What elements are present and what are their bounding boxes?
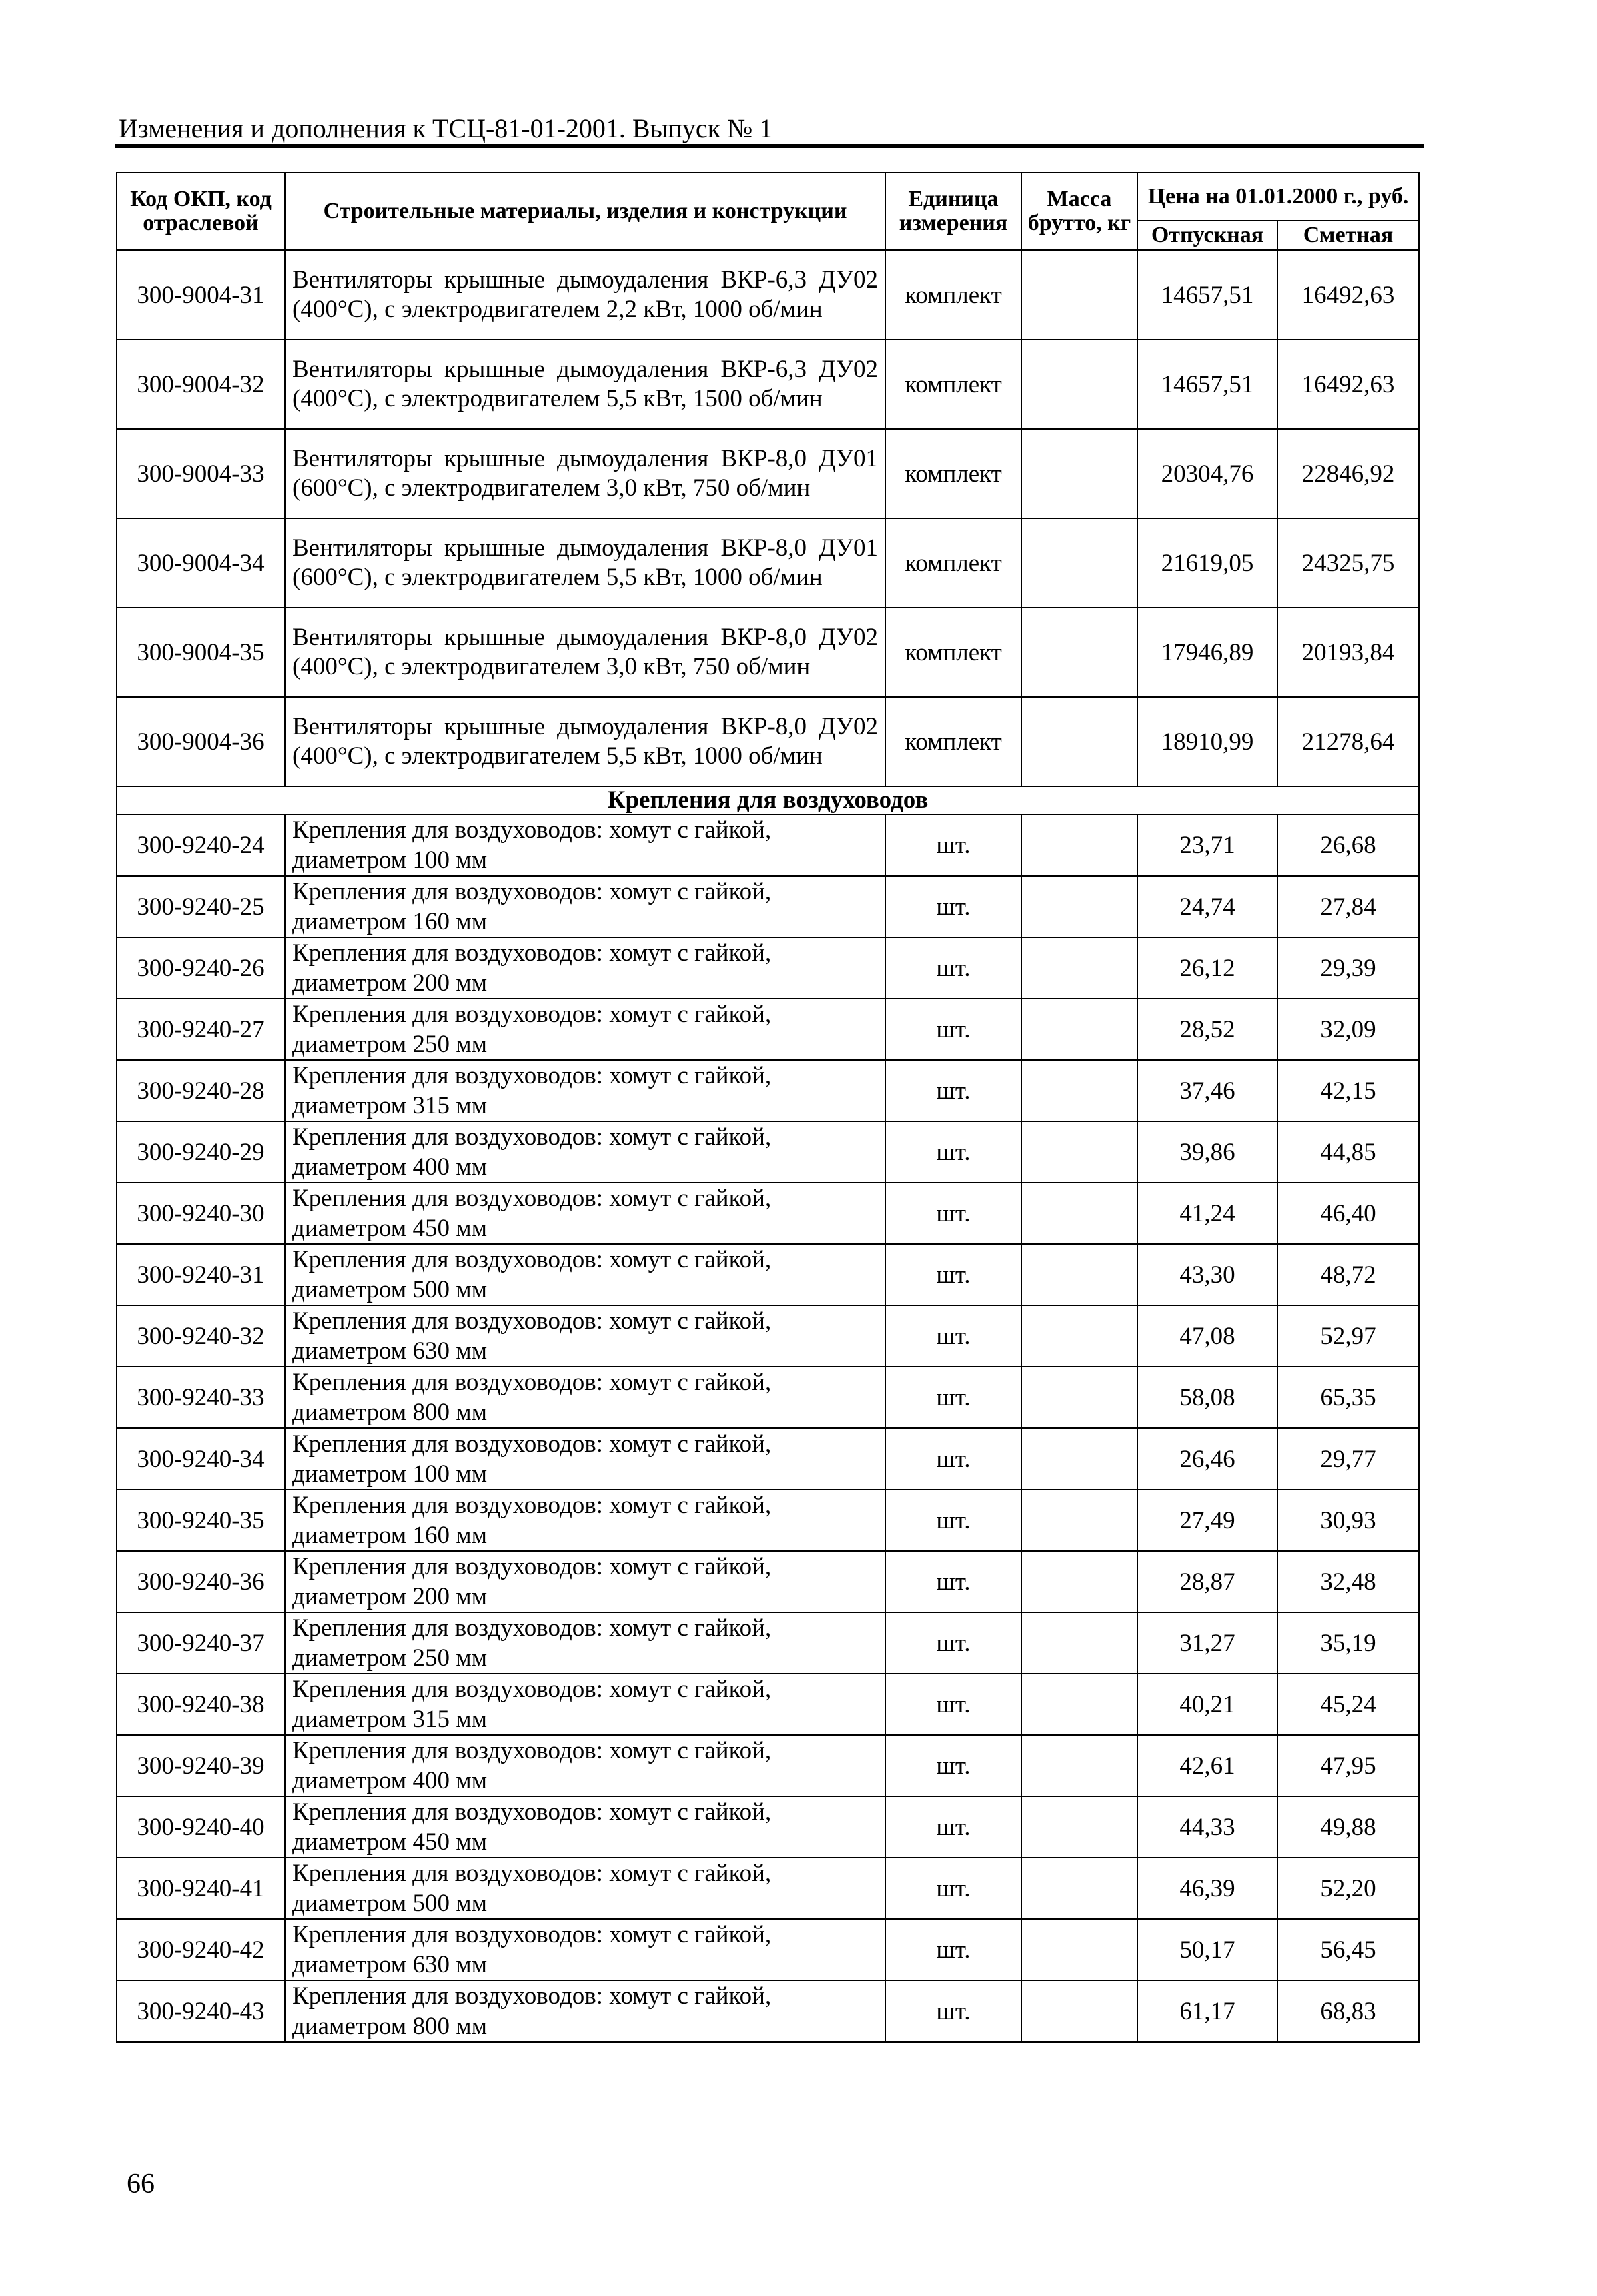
unit-cell: комплект: [885, 518, 1021, 608]
name-cell: Крепления для воздуховодов: хомут с гайкой, диаметром 160 мм: [285, 876, 885, 937]
release-price-cell: 17946,89: [1137, 608, 1277, 697]
estimate-price-cell: 42,15: [1277, 1060, 1419, 1121]
unit-cell: шт.: [885, 1674, 1021, 1735]
unit-cell: шт.: [885, 1980, 1021, 2042]
mass-cell: [1021, 1490, 1137, 1551]
code-cell: 300-9240-39: [117, 1735, 285, 1796]
header-price: Цена на 01.01.2000 г., руб.: [1137, 173, 1419, 221]
name-cell: Крепления для воздуховодов: хомут с гайкой, диаметром 400 мм: [285, 1735, 885, 1796]
table-row: [117, 1121, 1419, 1183]
mass-cell: [1021, 1674, 1137, 1735]
estimate-price-cell: 49,88: [1277, 1796, 1419, 1858]
code-cell: 300-9004-31: [117, 250, 285, 340]
release-price-cell: 43,30: [1137, 1244, 1277, 1305]
table-row: [117, 1244, 1419, 1305]
table-row: [117, 518, 1419, 608]
code-cell: 300-9004-33: [117, 429, 285, 518]
release-price-cell: 41,24: [1137, 1183, 1277, 1244]
table-row: [117, 1858, 1419, 1919]
unit-cell: комплект: [885, 608, 1021, 697]
release-price-cell: 44,33: [1137, 1796, 1277, 1858]
mass-cell: [1021, 1244, 1137, 1305]
release-price-cell: 46,39: [1137, 1858, 1277, 1919]
estimate-price-cell: 47,95: [1277, 1735, 1419, 1796]
mass-cell: [1021, 999, 1137, 1060]
table-row: [117, 1367, 1419, 1428]
table-row: [117, 250, 1419, 340]
code-cell: 300-9004-32: [117, 340, 285, 429]
table-section: [117, 786, 1419, 814]
unit-cell: комплект: [885, 250, 1021, 340]
name-cell: Крепления для воздуховодов: хомут с гайкой, диаметром 800 мм: [285, 1980, 885, 2042]
table-row: [117, 1919, 1419, 1980]
table-row: [117, 1551, 1419, 1612]
unit-cell: шт.: [885, 1490, 1021, 1551]
unit-cell: шт.: [885, 1796, 1021, 1858]
table-row: [117, 876, 1419, 937]
table-row: [117, 1305, 1419, 1367]
mass-cell: [1021, 1428, 1137, 1490]
unit-cell: шт.: [885, 1735, 1021, 1796]
estimate-price-cell: 68,83: [1277, 1980, 1419, 2042]
table-row: [117, 1183, 1419, 1244]
unit-cell: шт.: [885, 1121, 1021, 1183]
name-cell: Крепления для воздуховодов: хомут с гайкой, диаметром 250 мм: [285, 1612, 885, 1674]
release-price-cell: 58,08: [1137, 1367, 1277, 1428]
table-row: [117, 1796, 1419, 1858]
header-rule: [115, 144, 1424, 148]
name-cell: Вентиляторы крышные дымоудаления ВКР-6,3 ДУ02 (400°С), с электродвигателем 2,2 кВт, 1000 об/мин: [285, 250, 885, 340]
mass-cell: [1021, 1121, 1137, 1183]
code-cell: 300-9240-42: [117, 1919, 285, 1980]
mass-cell: [1021, 876, 1137, 937]
mass-cell: [1021, 340, 1137, 429]
estimate-price-cell: 27,84: [1277, 876, 1419, 937]
header-estimate-price: Сметная: [1277, 221, 1419, 250]
code-cell: 300-9240-25: [117, 876, 285, 937]
code-cell: 300-9240-27: [117, 999, 285, 1060]
code-cell: 300-9240-40: [117, 1796, 285, 1858]
unit-cell: шт.: [885, 1244, 1021, 1305]
estimate-price-cell: 24325,75: [1277, 518, 1419, 608]
code-cell: 300-9240-36: [117, 1551, 285, 1612]
estimate-price-cell: 29,77: [1277, 1428, 1419, 1490]
estimate-price-cell: 52,20: [1277, 1858, 1419, 1919]
release-price-cell: 20304,76: [1137, 429, 1277, 518]
unit-cell: шт.: [885, 1428, 1021, 1490]
mass-cell: [1021, 1858, 1137, 1919]
estimate-price-cell: 22846,92: [1277, 429, 1419, 518]
release-price-cell: 28,87: [1137, 1551, 1277, 1612]
mass-cell: [1021, 1305, 1137, 1367]
section-title: Крепления для воздуховодов: [117, 786, 1419, 814]
name-cell: Крепления для воздуховодов: хомут с гайкой, диаметром 500 мм: [285, 1244, 885, 1305]
release-price-cell: 28,52: [1137, 999, 1277, 1060]
code-cell: 300-9240-43: [117, 1980, 285, 2042]
price-table: [116, 172, 1420, 2043]
estimate-price-cell: 20193,84: [1277, 608, 1419, 697]
mass-cell: [1021, 1612, 1137, 1674]
table-row: [117, 814, 1419, 876]
release-price-cell: 18910,99: [1137, 697, 1277, 786]
code-cell: 300-9240-37: [117, 1612, 285, 1674]
table-row: [117, 340, 1419, 429]
mass-cell: [1021, 937, 1137, 999]
code-cell: 300-9240-29: [117, 1121, 285, 1183]
release-price-cell: 24,74: [1137, 876, 1277, 937]
name-cell: Крепления для воздуховодов: хомут с гайкой, диаметром 200 мм: [285, 1551, 885, 1612]
estimate-price-cell: 30,93: [1277, 1490, 1419, 1551]
table-row: [117, 999, 1419, 1060]
unit-cell: шт.: [885, 1183, 1021, 1244]
estimate-price-cell: 44,85: [1277, 1121, 1419, 1183]
header-mass: Масса брутто, кг: [1021, 173, 1137, 250]
unit-cell: шт.: [885, 1612, 1021, 1674]
table-row: [117, 1674, 1419, 1735]
estimate-price-cell: 21278,64: [1277, 697, 1419, 786]
unit-cell: шт.: [885, 1551, 1021, 1612]
estimate-price-cell: 26,68: [1277, 814, 1419, 876]
unit-cell: шт.: [885, 1367, 1021, 1428]
release-price-cell: 27,49: [1137, 1490, 1277, 1551]
release-price-cell: 61,17: [1137, 1980, 1277, 2042]
estimate-price-cell: 32,48: [1277, 1551, 1419, 1612]
table-row: [117, 429, 1419, 518]
release-price-cell: 50,17: [1137, 1919, 1277, 1980]
code-cell: 300-9240-28: [117, 1060, 285, 1121]
release-price-cell: 37,46: [1137, 1060, 1277, 1121]
release-price-cell: 42,61: [1137, 1735, 1277, 1796]
code-cell: 300-9240-35: [117, 1490, 285, 1551]
code-cell: 300-9240-31: [117, 1244, 285, 1305]
code-cell: 300-9240-26: [117, 937, 285, 999]
mass-cell: [1021, 1735, 1137, 1796]
release-price-cell: 39,86: [1137, 1121, 1277, 1183]
release-price-cell: 14657,51: [1137, 250, 1277, 340]
release-price-cell: 26,46: [1137, 1428, 1277, 1490]
header-release-price: Отпускная: [1137, 221, 1277, 250]
name-cell: Вентиляторы крышные дымоудаления ВКР-6,3 ДУ02 (400°С), с электродвигателем 5,5 кВт, 1500 об/мин: [285, 340, 885, 429]
mass-cell: [1021, 1183, 1137, 1244]
unit-cell: шт.: [885, 814, 1021, 876]
name-cell: Крепления для воздуховодов: хомут с гайкой, диаметром 100 мм: [285, 814, 885, 876]
estimate-price-cell: 16492,63: [1277, 340, 1419, 429]
table-row: [117, 1612, 1419, 1674]
code-cell: 300-9240-30: [117, 1183, 285, 1244]
estimate-price-cell: 56,45: [1277, 1919, 1419, 1980]
mass-cell: [1021, 1919, 1137, 1980]
name-cell: Крепления для воздуховодов: хомут с гайкой, диаметром 630 мм: [285, 1305, 885, 1367]
estimate-price-cell: 35,19: [1277, 1612, 1419, 1674]
unit-cell: шт.: [885, 937, 1021, 999]
unit-cell: шт.: [885, 1919, 1021, 1980]
header-name: Строительные материалы, изделия и конструкции: [285, 173, 885, 250]
estimate-price-cell: 46,40: [1277, 1183, 1419, 1244]
header-unit: Единица измерения: [885, 173, 1021, 250]
name-cell: Вентиляторы крышные дымоудаления ВКР-8,0 ДУ01 (600°С), с электродвигателем 3,0 кВт, 750 об/мин: [285, 429, 885, 518]
page-header-title: Изменения и дополнения к ТСЦ-81-01-2001. Выпуск № 1: [119, 113, 773, 143]
name-cell: Крепления для воздуховодов: хомут с гайкой, диаметром 160 мм: [285, 1490, 885, 1551]
estimate-price-cell: 52,97: [1277, 1305, 1419, 1367]
estimate-price-cell: 29,39: [1277, 937, 1419, 999]
name-cell: Крепления для воздуховодов: хомут с гайкой, диаметром 800 мм: [285, 1367, 885, 1428]
mass-cell: [1021, 697, 1137, 786]
code-cell: 300-9240-33: [117, 1367, 285, 1428]
unit-cell: комплект: [885, 697, 1021, 786]
estimate-price-cell: 48,72: [1277, 1244, 1419, 1305]
release-price-cell: 23,71: [1137, 814, 1277, 876]
name-cell: Крепления для воздуховодов: хомут с гайкой, диаметром 200 мм: [285, 937, 885, 999]
estimate-price-cell: 32,09: [1277, 999, 1419, 1060]
unit-cell: комплект: [885, 429, 1021, 518]
name-cell: Крепления для воздуховодов: хомут с гайкой, диаметром 630 мм: [285, 1919, 885, 1980]
table-row: [117, 1490, 1419, 1551]
name-cell: Вентиляторы крышные дымоудаления ВКР-8,0 ДУ02 (400°С), с электродвигателем 5,5 кВт, 1000 об/мин: [285, 697, 885, 786]
mass-cell: [1021, 608, 1137, 697]
code-cell: 300-9240-34: [117, 1428, 285, 1490]
name-cell: Вентиляторы крышные дымоудаления ВКР-8,0 ДУ02 (400°С), с электродвигателем 3,0 кВт, 750 об/мин: [285, 608, 885, 697]
mass-cell: [1021, 429, 1137, 518]
table-row: [117, 1428, 1419, 1490]
name-cell: Крепления для воздуховодов: хомут с гайкой, диаметром 450 мм: [285, 1183, 885, 1244]
code-cell: 300-9004-35: [117, 608, 285, 697]
name-cell: Крепления для воздуховодов: хомут с гайкой, диаметром 315 мм: [285, 1674, 885, 1735]
code-cell: 300-9240-41: [117, 1858, 285, 1919]
release-price-cell: 40,21: [1137, 1674, 1277, 1735]
release-price-cell: 31,27: [1137, 1612, 1277, 1674]
mass-cell: [1021, 1796, 1137, 1858]
release-price-cell: 21619,05: [1137, 518, 1277, 608]
estimate-price-cell: 45,24: [1277, 1674, 1419, 1735]
unit-cell: шт.: [885, 876, 1021, 937]
table-row: [117, 1735, 1419, 1796]
mass-cell: [1021, 250, 1137, 340]
table-row: [117, 937, 1419, 999]
name-cell: Крепления для воздуховодов: хомут с гайкой, диаметром 450 мм: [285, 1796, 885, 1858]
estimate-price-cell: 16492,63: [1277, 250, 1419, 340]
code-cell: 300-9240-38: [117, 1674, 285, 1735]
code-cell: 300-9240-24: [117, 814, 285, 876]
unit-cell: шт.: [885, 1858, 1021, 1919]
name-cell: Вентиляторы крышные дымоудаления ВКР-8,0 ДУ01 (600°С), с электродвигателем 5,5 кВт, 1000 об/мин: [285, 518, 885, 608]
code-cell: 300-9004-34: [117, 518, 285, 608]
table-row: [117, 1980, 1419, 2042]
name-cell: Крепления для воздуховодов: хомут с гайкой, диаметром 250 мм: [285, 999, 885, 1060]
table-row: [117, 1060, 1419, 1121]
code-cell: 300-9004-36: [117, 697, 285, 786]
mass-cell: [1021, 1367, 1137, 1428]
name-cell: Крепления для воздуховодов: хомут с гайкой, диаметром 400 мм: [285, 1121, 885, 1183]
estimate-price-cell: 65,35: [1277, 1367, 1419, 1428]
mass-cell: [1021, 814, 1137, 876]
table-row: [117, 608, 1419, 697]
unit-cell: шт.: [885, 1305, 1021, 1367]
name-cell: Крепления для воздуховодов: хомут с гайкой, диаметром 500 мм: [285, 1858, 885, 1919]
code-cell: 300-9240-32: [117, 1305, 285, 1367]
name-cell: Крепления для воздуховодов: хомут с гайкой, диаметром 100 мм: [285, 1428, 885, 1490]
release-price-cell: 14657,51: [1137, 340, 1277, 429]
table-row: [117, 697, 1419, 786]
table-body-mounts: [117, 814, 1419, 2042]
mass-cell: [1021, 1060, 1137, 1121]
release-price-cell: 26,12: [1137, 937, 1277, 999]
header-code: Код ОКП, код отраслевой: [117, 173, 285, 250]
page-number: 66: [127, 2169, 155, 2199]
mass-cell: [1021, 1551, 1137, 1612]
unit-cell: комплект: [885, 340, 1021, 429]
table-body-fans: [117, 250, 1419, 786]
mass-cell: [1021, 518, 1137, 608]
unit-cell: шт.: [885, 999, 1021, 1060]
unit-cell: шт.: [885, 1060, 1021, 1121]
mass-cell: [1021, 1980, 1137, 2042]
release-price-cell: 47,08: [1137, 1305, 1277, 1367]
name-cell: Крепления для воздуховодов: хомут с гайкой, диаметром 315 мм: [285, 1060, 885, 1121]
